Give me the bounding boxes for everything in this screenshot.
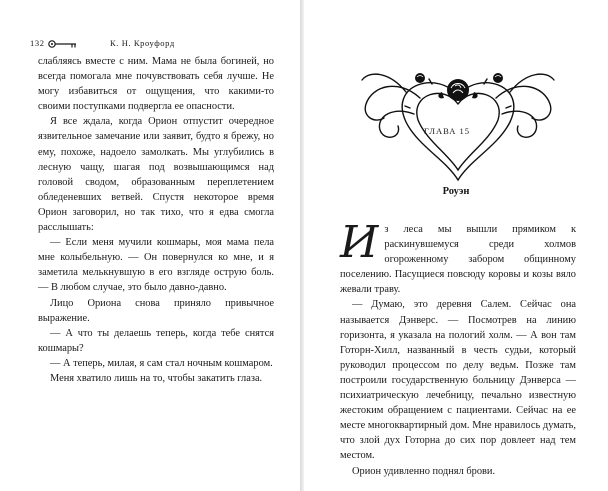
running-head-author: К. Н. Кроуфорд xyxy=(110,38,175,48)
paragraph: — А теперь, милая, я сам стал ночным кошмаром. xyxy=(50,357,273,369)
paragraph: слабляясь вместе с ним. Мама не была богиней, но всегда помогала мне почувствовать себя лучше. Не могу избавиться от ощущения, что какими-то своими поступками подвергла ее опасности. xyxy=(38,56,274,113)
right-page xyxy=(304,0,608,491)
first-paragraph-text: з леса мы вышли прямиком к раскинувшемуся среди холмов огороженному забором общинному поселению. Пасущиеся повсюду коровы и козы вяло жевали траву. xyxy=(340,224,576,296)
key-icon xyxy=(48,39,78,49)
paragraph: — Думаю, это деревня Салем. Сейчас она называется Дэнверс. — Посмотрев на линию горизонта, я указала на пологий холм. — А вон там Готорн-Хилл, названный в честь судьи, который руководил процессом по делу ведьм. Позже там построили государственную больницу Дэнверса — психиатрическую лечебницу, печально известную жестоким обращением с пациентами. Сейчас на ее месте многоквартирный дом. Мне нравилось думать, что злой дух Готорна до сих пор довлеет над тем местом. xyxy=(340,299,576,462)
chapter-label: ГЛАВА 15 xyxy=(423,126,471,136)
paragraph: — А что ты делаешь теперь, когда тебе снятся кошмары? xyxy=(38,327,274,354)
paragraph: Я все ждала, когда Орион отпустит очередное язвительное замечание или заявит, будто я брежу, но ему, похоже, надоело замолкать. Мы углубились в лесную чащу, шагая под возвышающимся над головой сводом, образованным переплетением обледеневших ветвей. Спустя некоторое время Орион заговорил, но так тихо, что я едва смогла расслышать: xyxy=(38,116,274,234)
page-number: 132 xyxy=(30,38,45,48)
first-paragraph xyxy=(340,217,576,297)
right-body-text xyxy=(340,217,576,479)
paragraph: Орион удивленно поднял брови. xyxy=(352,465,496,477)
paragraph: Лицо Ориона снова приняло привычное выражение. xyxy=(38,297,274,324)
paragraph: — Если меня мучили кошмары, моя мама пела мне колыбельную. — Он повернулся ко мне, и я заметила мелькнувшую в его взгляде острую боль. — В любом случае, это было давно-давно. xyxy=(38,237,274,294)
chapter-title: Роуэн xyxy=(442,186,470,197)
drop-cap: И xyxy=(340,217,379,268)
running-header xyxy=(30,38,270,52)
left-body-text xyxy=(38,54,274,386)
rose-heart-ornament xyxy=(358,64,558,184)
paragraph: Меня хватило лишь на то, чтобы закатить глаза. xyxy=(50,372,263,384)
left-page xyxy=(0,0,300,491)
